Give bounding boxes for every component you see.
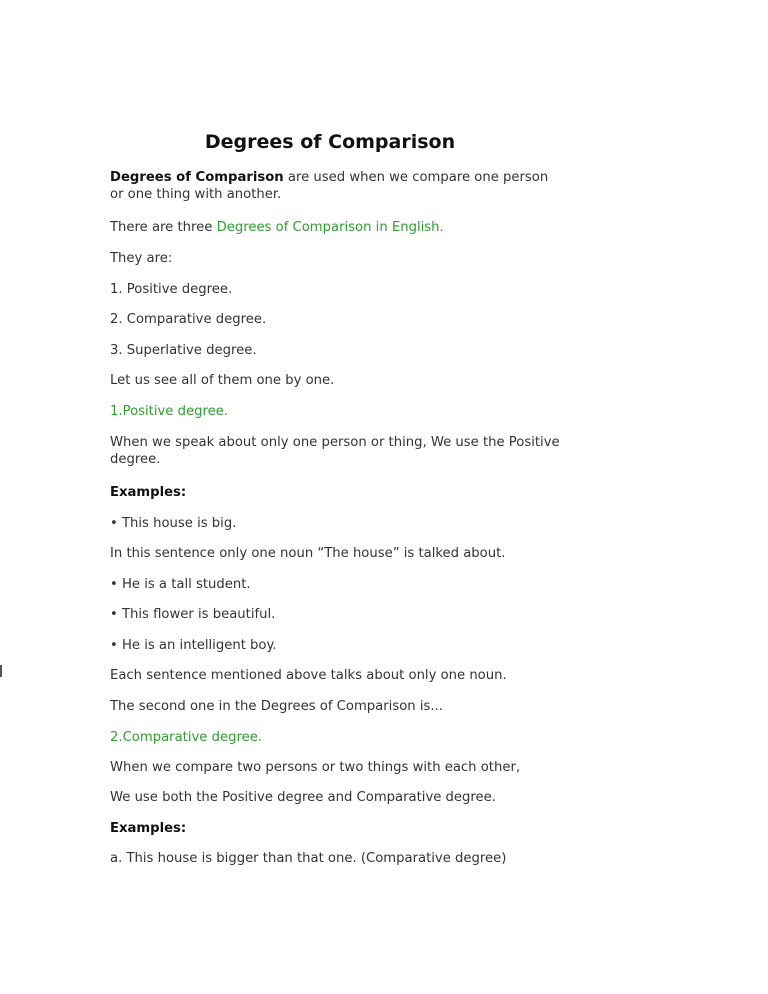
comparative-description-2: We use both the Positive degree and Comparative degree. xyxy=(110,790,496,805)
list-item-comparative: 2. Comparative degree. xyxy=(110,312,267,327)
intro-bold-term: Degrees of Comparison xyxy=(110,170,284,185)
example-tall-student: • He is a tall student. xyxy=(110,577,251,592)
examples-label-2: Examples: xyxy=(110,821,187,836)
page-edge-mark xyxy=(0,665,2,677)
page-title: Degrees of Comparison xyxy=(204,131,456,153)
example-house-big: • This house is big. xyxy=(110,516,237,531)
transition-text: The second one in the Degrees of Comparison is... xyxy=(110,699,443,714)
list-item-superlative: 3. Superlative degree. xyxy=(110,343,257,358)
example-note: In this sentence only one noun “The house” is talked about. xyxy=(110,546,506,561)
intro-text: are used when we compare one person or one thing with another. xyxy=(110,170,549,202)
list-item-positive: 1. Positive degree. xyxy=(110,282,233,297)
section-heading-positive[interactable]: 1.Positive degree. xyxy=(110,404,229,419)
they-are-text: They are: xyxy=(110,251,173,266)
positive-description: When we speak about only one person or thing, We use the Positive degree. xyxy=(110,435,560,467)
three-degrees-prefix: There are three xyxy=(110,220,217,235)
three-degrees-paragraph xyxy=(110,219,444,236)
degrees-link[interactable]: Degrees of Comparison in English. xyxy=(216,220,444,235)
section-heading-comparative[interactable]: 2.Comparative degree. xyxy=(110,730,263,745)
positive-summary: Each sentence mentioned above talks about only one noun. xyxy=(110,668,507,683)
intro-paragraph xyxy=(110,169,560,203)
let-us-text: Let us see all of them one by one. xyxy=(110,373,335,388)
example-flower: • This flower is beautiful. xyxy=(110,607,276,622)
example-intelligent-boy: • He is an intelligent boy. xyxy=(110,638,277,653)
example-bigger-house: a. This house is bigger than that one. (Comparative degree) xyxy=(110,851,507,866)
examples-label-1: Examples: xyxy=(110,485,187,500)
comparative-description-1: When we compare two persons or two things with each other, xyxy=(110,760,521,775)
